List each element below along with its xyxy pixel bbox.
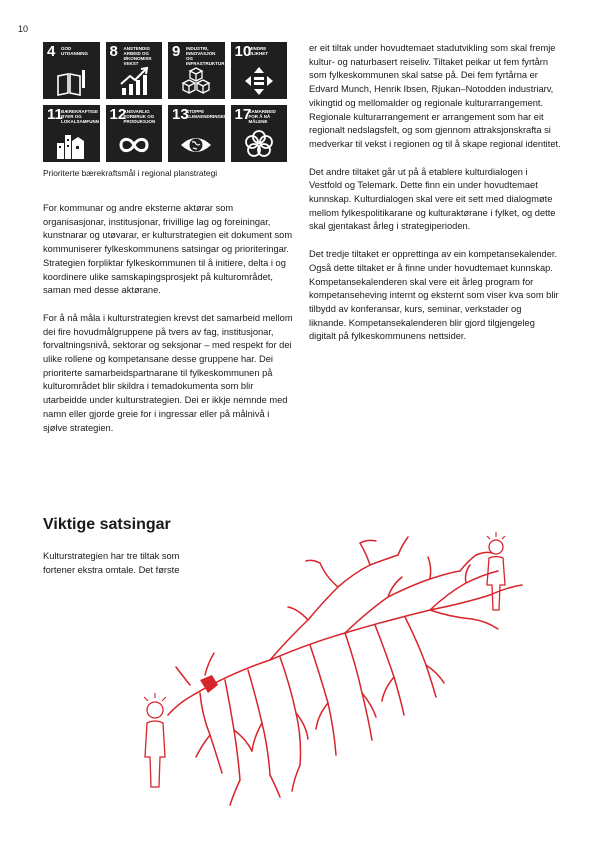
growth-chart-icon — [118, 66, 150, 96]
sdg-tile-13 — [168, 105, 231, 162]
sdg-label: GOD UTDANNING — [61, 46, 88, 56]
left-column — [43, 202, 293, 449]
infinity-icon — [118, 129, 150, 159]
section-intro: Kulturstrategien har tre tiltak som fortener ekstra omtale. Det første — [43, 551, 180, 575]
sdg-number: 11 — [47, 106, 63, 123]
sdg-goal-grid — [43, 42, 288, 162]
eye-globe-icon — [180, 129, 212, 159]
sdg-tile-10 — [231, 42, 288, 99]
sdg-label: SAMARBEID FOR Å NÅ MÅLENE — [248, 109, 276, 124]
equality-icon — [243, 66, 275, 96]
sdg-label: MINDRE ULIKHET — [248, 46, 268, 56]
section-heading: Viktige satsingar — [43, 516, 171, 533]
sdg-label: STOPPE KLIMAENDRINGENE — [186, 109, 231, 119]
paragraph: For kommunar og andre eksterne aktørar som organisasjonar, institusjonar, frivillige lag og foreiningar, kunstnarar og utøvarar, er kulturstrategien eit dokument som kommuniserer fylkeskommunens satsingar og prioriteringar. Strategien forpliktar fylkeskommunen til å initiere, delta i og koordinere ulike samskapingsprosjekt på kulturområdet, saman med desse aktørane. — [43, 203, 293, 296]
rings-icon — [243, 129, 275, 159]
sdg-number: 12 — [109, 106, 127, 123]
sdg-number: 8 — [109, 43, 118, 60]
paragraph: For å nå måla i kulturstrategien krevst det samarbeid mellom dei fire hovudmålgruppene på tvers av fag, institusjonar, forvaltningsnivå, sektorar og seksjonar – med respekt for dei ulike rollene og kompetansane desse gruppene har. Dei prioriterte samarbeidspartnarane til fylkeskommunen på kulturområdet blir skildra i temadokumenta som blir utarbeidde under kulturstrategien. Dei er ikkje nemnde med namn eller gjorde greie for i ingressar eller på målnivå i sjølve strategien. — [43, 312, 293, 433]
sdg-tile-8 — [106, 42, 163, 99]
sdg-label: BÆREKRAFTIGE BYER OG LOKALSAMFUNN — [61, 109, 99, 124]
paragraph: er eit tiltak under hovudtemaet stadutvikling som skal fremje kultur- og naturbasert reiseliv. Tiltaket peikar ut fem fyrtårn som fylkeskommunen skal satse på. Dei fem fyrtårna er Edvard Munch, Henrik Ibsen, Rjukan–Notodden industriarv, vikingtid og mellomalder og regionale kulturarrangement. Regionale kulturarrangement er arrangement som har eit regionalt nedslagsfelt, og som gjennom attraksjonskrafta si medverkar til vekst i regionen og til å skape regional identitet. — [309, 43, 561, 149]
right-column — [309, 42, 561, 358]
sdg-label: ANSTENDIG ARBEID OG ØKONOMISK VEKST — [123, 46, 152, 66]
sdg-label: ANSVARLIG FORBRUK OG PRODUKSJON — [123, 109, 156, 124]
sdg-number: 9 — [172, 43, 181, 60]
page-number: 10 — [18, 24, 29, 34]
city-icon — [55, 129, 87, 159]
paragraph: Det tredje tiltaket er opprettinga av ein kompetansekalender. Også dette tiltaket er å finne under hovudtemaet kunnskap. Kompetansekalenderen skal vere eit årleg program for kompetanseheving internt og eksternt som viser kva som blir tilbydd av konferansar, kurs, seminar, verkstader og liknande. Kompetansekalenderen blir gjord tilgjengeleg digitalt på fylkeskommunens nettsider. — [309, 249, 559, 342]
figure-caption: Prioriterte bærekraftsmål i regional planstrategi — [43, 168, 218, 178]
cubes-icon — [180, 66, 212, 96]
book-pencil-icon — [55, 66, 87, 96]
sdg-number: 17 — [234, 106, 252, 123]
river-network-illustration — [130, 525, 550, 835]
sdg-label: INDUSTRI, INNOVASJON OG INFRASTRUKTUR — [186, 46, 225, 66]
sdg-tile-12 — [106, 105, 163, 162]
paragraph: Det andre tiltaket går ut på å etablere kulturdialogen i Vestfold og Telemark. Dette finn ein under hovudtemaet kunnskap. Kulturdialogen skal vere eit sett med dialogmøte mellom fylkespolitikarane og kulturaktørane i fylket, og dette skal gjentakast årleg i strategiperioden. — [309, 166, 556, 232]
sdg-number: 10 — [234, 43, 252, 60]
sdg-tile-4 — [43, 42, 100, 99]
sdg-tile-11 — [43, 105, 100, 162]
sdg-number: 13 — [172, 106, 189, 123]
sdg-number: 4 — [47, 43, 56, 60]
sdg-tile-9 — [168, 42, 225, 99]
sdg-tile-17 — [231, 105, 288, 162]
